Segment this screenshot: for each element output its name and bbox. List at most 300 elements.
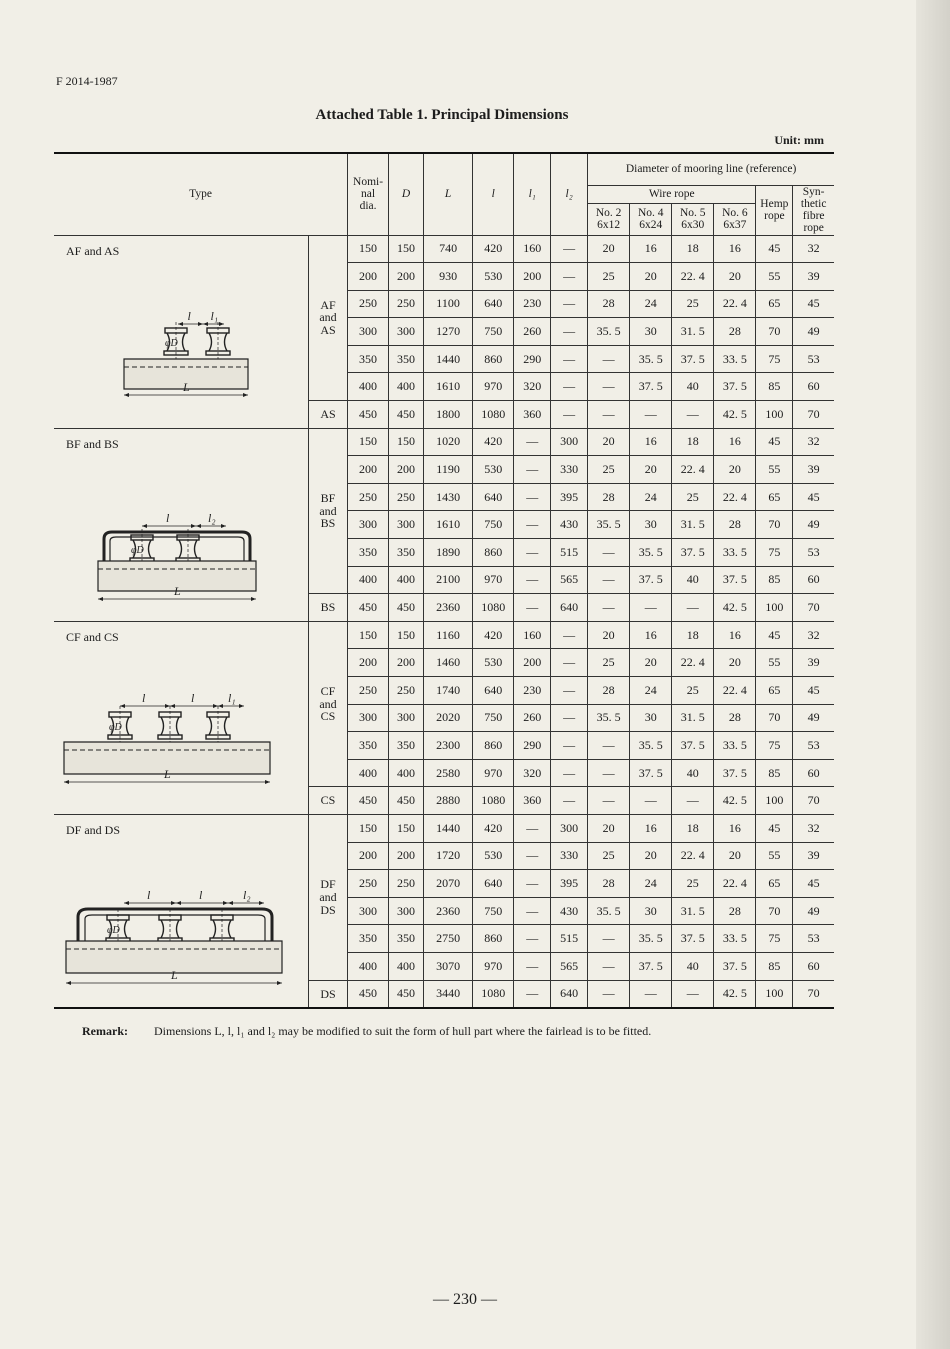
table-cell: 150: [348, 235, 389, 263]
table-cell: 70: [793, 401, 834, 429]
table-cell: 22. 4: [714, 483, 756, 511]
table-cell: 35. 5: [630, 345, 672, 373]
af-as-fairlead-sketch: [58, 266, 290, 420]
table-cell: 300: [389, 511, 424, 539]
svg-text:φD: φD: [107, 924, 120, 936]
table-cell: —: [588, 952, 630, 980]
table-cell: 1080: [473, 594, 514, 622]
table-cell: 1020: [423, 428, 472, 456]
table-cell: 530: [473, 649, 514, 677]
table-cell: 450: [389, 980, 424, 1008]
table-cell: 350: [389, 345, 424, 373]
table-cell: 70: [756, 511, 793, 539]
table-cell: 55: [756, 456, 793, 484]
table-cell: 24: [630, 483, 672, 511]
table-cell: 200: [389, 649, 424, 677]
table-cell: 515: [551, 925, 588, 953]
svg-text:l: l: [199, 887, 203, 902]
table-cell: 31. 5: [672, 511, 714, 539]
table-cell: 300: [348, 511, 389, 539]
group-label: AF and AS: [309, 235, 348, 401]
type-label: DF and DS: [66, 822, 121, 837]
table-cell: 32: [793, 235, 834, 263]
table-cell: 400: [389, 373, 424, 401]
remark-label: Remark:: [82, 1024, 128, 1038]
table-cell: 565: [551, 952, 588, 980]
table-cell: 40: [672, 952, 714, 980]
table-cell: 33. 5: [714, 539, 756, 567]
table-cell: 395: [551, 870, 588, 898]
table-cell: 22. 4: [714, 677, 756, 705]
table-cell: —: [551, 787, 588, 815]
table-cell: 42. 5: [714, 594, 756, 622]
table-cell: 350: [348, 539, 389, 567]
table-cell: 200: [348, 456, 389, 484]
table-cell: 395: [551, 483, 588, 511]
table-cell: 60: [793, 566, 834, 594]
table-cell: 750: [473, 318, 514, 346]
table-cell: —: [630, 401, 672, 429]
table-cell: 22. 4: [672, 263, 714, 291]
page-number: — 230 —: [433, 1291, 497, 1308]
table-cell: 28: [588, 290, 630, 318]
table-cell: 160: [514, 235, 551, 263]
table-cell: 400: [389, 952, 424, 980]
table-cell: 75: [756, 539, 793, 567]
table-cell: 28: [714, 897, 756, 925]
table-cell: 22. 4: [672, 842, 714, 870]
table-cell: 28: [588, 483, 630, 511]
svg-text:φD: φD: [109, 721, 122, 733]
table-cell: —: [551, 677, 588, 705]
table-cell: —: [514, 428, 551, 456]
svg-text:l₂: l₂: [208, 510, 216, 525]
table-cell: 18: [672, 235, 714, 263]
table-cell: 16: [714, 814, 756, 842]
table-cell: 18: [672, 814, 714, 842]
table-cell: 25: [672, 290, 714, 318]
header-wire-no6: No. 6 6x37: [714, 203, 756, 235]
table-cell: 300: [389, 897, 424, 925]
table-cell: 20: [714, 263, 756, 291]
table-cell: 300: [551, 428, 588, 456]
table-cell: 100: [756, 787, 793, 815]
table-cell: —: [551, 263, 588, 291]
table-cell: 100: [756, 594, 793, 622]
table-cell: 400: [348, 759, 389, 787]
table-cell: 1080: [473, 980, 514, 1008]
table-cell: 860: [473, 925, 514, 953]
table-cell: 200: [389, 263, 424, 291]
table-cell: 260: [514, 704, 551, 732]
table-cell: —: [514, 511, 551, 539]
table-cell: 35. 5: [630, 925, 672, 953]
table-cell: 2020: [423, 704, 472, 732]
table-cell: 1720: [423, 842, 472, 870]
table-cell: 430: [551, 897, 588, 925]
document-number: F 2014-1987: [56, 74, 118, 88]
table-cell: 75: [756, 345, 793, 373]
table-cell: 360: [514, 787, 551, 815]
table-cell: —: [588, 594, 630, 622]
table-cell: 450: [389, 787, 424, 815]
table-cell: 200: [348, 842, 389, 870]
svg-text:φD: φD: [165, 337, 178, 349]
table-cell: —: [551, 732, 588, 760]
table-cell: 32: [793, 428, 834, 456]
table-cell: 22. 4: [714, 870, 756, 898]
table-cell: 25: [588, 456, 630, 484]
table-cell: 450: [348, 787, 389, 815]
header-D: D: [389, 153, 424, 235]
table-cell: 45: [756, 621, 793, 649]
table-cell: 28: [714, 318, 756, 346]
table-cell: 37. 5: [714, 566, 756, 594]
table-cell: 20: [714, 842, 756, 870]
table-cell: 30: [630, 704, 672, 732]
table-cell: 640: [473, 677, 514, 705]
table-cell: 37. 5: [630, 566, 672, 594]
table-cell: 3070: [423, 952, 472, 980]
table-cell: 300: [551, 814, 588, 842]
table-cell: 350: [348, 732, 389, 760]
table-cell: 740: [423, 235, 472, 263]
table-cell: 39: [793, 263, 834, 291]
type-cell: [54, 235, 309, 428]
svg-text:φD: φD: [131, 544, 144, 556]
table-cell: 150: [389, 235, 424, 263]
table-cell: 150: [389, 814, 424, 842]
table-cell: —: [551, 373, 588, 401]
table-cell: 320: [514, 759, 551, 787]
table-cell: 1440: [423, 345, 472, 373]
header-l: l: [473, 153, 514, 235]
table-cell: 45: [793, 677, 834, 705]
table-cell: 2300: [423, 732, 472, 760]
table-cell: 55: [756, 649, 793, 677]
table-cell: 20: [630, 842, 672, 870]
table-cell: 330: [551, 842, 588, 870]
table-cell: 28: [714, 704, 756, 732]
table-cell: —: [514, 456, 551, 484]
table-cell: 35. 5: [588, 704, 630, 732]
table-cell: 70: [756, 704, 793, 732]
table-cell: 200: [514, 649, 551, 677]
table-cell: 1080: [473, 401, 514, 429]
table-cell: 750: [473, 897, 514, 925]
table-cell: 640: [473, 870, 514, 898]
table-cell: 970: [473, 373, 514, 401]
table-cell: 1190: [423, 456, 472, 484]
table-row: [54, 428, 834, 456]
table-cell: 35. 5: [588, 318, 630, 346]
table-cell: 70: [793, 980, 834, 1008]
table-cell: 970: [473, 952, 514, 980]
header-hemp-rope: Hemp rope: [756, 185, 793, 235]
table-cell: 640: [473, 483, 514, 511]
group-label: AS: [309, 401, 348, 429]
table-cell: 39: [793, 842, 834, 870]
table-cell: —: [588, 759, 630, 787]
group-label: CF and CS: [309, 621, 348, 787]
table-cell: —: [514, 539, 551, 567]
type-cell: [54, 621, 309, 814]
table-cell: 65: [756, 870, 793, 898]
table-cell: 2880: [423, 787, 472, 815]
table-cell: 24: [630, 677, 672, 705]
table-cell: 33. 5: [714, 925, 756, 953]
unit-label: Unit: mm: [774, 133, 824, 147]
table-cell: 1100: [423, 290, 472, 318]
table-cell: 565: [551, 566, 588, 594]
table-cell: 1610: [423, 373, 472, 401]
table-cell: —: [551, 318, 588, 346]
table-cell: 970: [473, 566, 514, 594]
table-cell: 22. 4: [672, 456, 714, 484]
group-label: BS: [309, 594, 348, 622]
header-l2: l₂: [551, 153, 588, 235]
table-cell: 1800: [423, 401, 472, 429]
table-cell: 18: [672, 428, 714, 456]
table-cell: 230: [514, 677, 551, 705]
table-cell: 75: [756, 732, 793, 760]
table-cell: 22. 4: [672, 649, 714, 677]
table-cell: 250: [348, 483, 389, 511]
table-cell: —: [514, 483, 551, 511]
principal-dimensions-table: [54, 152, 834, 1009]
table-cell: 450: [348, 401, 389, 429]
table-cell: 200: [389, 842, 424, 870]
table-cell: 16: [630, 428, 672, 456]
table-cell: 970: [473, 759, 514, 787]
table-cell: —: [514, 925, 551, 953]
svg-text:l₂: l₂: [243, 887, 251, 902]
table-cell: —: [672, 980, 714, 1008]
table-cell: 400: [389, 759, 424, 787]
df-ds-fairlead-sketch: [58, 845, 290, 999]
table-cell: 85: [756, 373, 793, 401]
table-cell: 300: [348, 318, 389, 346]
table-cell: 450: [389, 594, 424, 622]
table-cell: 300: [348, 704, 389, 732]
table-cell: 16: [714, 621, 756, 649]
table-cell: 55: [756, 842, 793, 870]
table-cell: 42. 5: [714, 787, 756, 815]
table-cell: 1440: [423, 814, 472, 842]
table-cell: 20: [630, 263, 672, 291]
table-cell: 35. 5: [588, 897, 630, 925]
table-cell: 1890: [423, 539, 472, 567]
table-cell: 200: [389, 456, 424, 484]
table-cell: 20: [714, 649, 756, 677]
table-cell: 530: [473, 456, 514, 484]
table-cell: 40: [672, 566, 714, 594]
svg-text:l: l: [166, 510, 170, 525]
table-cell: 33. 5: [714, 345, 756, 373]
table-cell: 350: [389, 925, 424, 953]
table-cell: 40: [672, 373, 714, 401]
table-cell: 100: [756, 980, 793, 1008]
table-cell: —: [551, 345, 588, 373]
table-cell: 53: [793, 539, 834, 567]
table-cell: 65: [756, 483, 793, 511]
table-cell: 60: [793, 373, 834, 401]
table-cell: 42. 5: [714, 401, 756, 429]
table-cell: 860: [473, 539, 514, 567]
table-cell: 640: [551, 594, 588, 622]
table-cell: 16: [630, 621, 672, 649]
table-cell: 60: [793, 952, 834, 980]
table-cell: 25: [588, 842, 630, 870]
table-cell: 22. 4: [714, 290, 756, 318]
table-cell: 350: [389, 732, 424, 760]
table-cell: 150: [389, 428, 424, 456]
table-title: Attached Table 1. Principal Dimensions: [315, 107, 569, 123]
table-cell: 45: [793, 870, 834, 898]
table-cell: —: [588, 787, 630, 815]
table-cell: 640: [551, 980, 588, 1008]
table-cell: 37. 5: [672, 732, 714, 760]
table-cell: 70: [793, 787, 834, 815]
table-cell: 70: [793, 594, 834, 622]
table-cell: 330: [551, 456, 588, 484]
svg-text:L: L: [171, 967, 178, 982]
table-cell: 37. 5: [672, 539, 714, 567]
table-cell: 20: [588, 235, 630, 263]
table-cell: 400: [348, 566, 389, 594]
table-cell: —: [551, 235, 588, 263]
table-cell: 16: [714, 235, 756, 263]
table-cell: 32: [793, 621, 834, 649]
table-cell: —: [551, 704, 588, 732]
table-row: [54, 814, 834, 842]
table-cell: 70: [756, 897, 793, 925]
header-l1: l₁: [514, 153, 551, 235]
svg-text:l: l: [187, 308, 191, 323]
table-cell: 2100: [423, 566, 472, 594]
table-cell: 37. 5: [714, 373, 756, 401]
table-cell: 39: [793, 649, 834, 677]
type-label: AF and AS: [66, 243, 120, 258]
table-cell: 250: [389, 290, 424, 318]
svg-text:l: l: [142, 690, 146, 705]
table-cell: 75: [756, 925, 793, 953]
table-cell: 300: [348, 897, 389, 925]
table-cell: 31. 5: [672, 897, 714, 925]
svg-text:l: l: [191, 690, 195, 705]
table-cell: 45: [793, 290, 834, 318]
table-cell: 290: [514, 345, 551, 373]
type-label: CF and CS: [66, 629, 119, 644]
table-cell: 300: [389, 704, 424, 732]
table-cell: 200: [348, 649, 389, 677]
table-cell: 35. 5: [630, 732, 672, 760]
table-cell: 25: [672, 677, 714, 705]
table-cell: 37. 5: [630, 373, 672, 401]
table-cell: 1160: [423, 621, 472, 649]
table-cell: 150: [348, 621, 389, 649]
cf-cs-fairlead-sketch: [58, 652, 290, 806]
table-cell: 2360: [423, 897, 472, 925]
table-cell: 20: [714, 456, 756, 484]
svg-text:l₁: l₁: [228, 690, 236, 705]
table-cell: —: [514, 814, 551, 842]
table-cell: 20: [630, 456, 672, 484]
table-cell: —: [551, 621, 588, 649]
table-cell: 2360: [423, 594, 472, 622]
table-cell: 49: [793, 704, 834, 732]
table-cell: 45: [793, 483, 834, 511]
table-cell: 24: [630, 290, 672, 318]
table-cell: 16: [630, 235, 672, 263]
table-cell: 250: [348, 870, 389, 898]
table-cell: —: [588, 566, 630, 594]
table-cell: 31. 5: [672, 318, 714, 346]
table-cell: 1430: [423, 483, 472, 511]
svg-text:L: L: [183, 379, 190, 394]
table-cell: 37. 5: [672, 345, 714, 373]
remark: [82, 1024, 651, 1039]
table-cell: —: [514, 594, 551, 622]
header-wire-no5: No. 5 6x30: [672, 203, 714, 235]
table-cell: 420: [473, 814, 514, 842]
table-cell: 200: [514, 263, 551, 291]
table-cell: 53: [793, 345, 834, 373]
table-cell: 150: [348, 814, 389, 842]
table-cell: 260: [514, 318, 551, 346]
type-cell: [54, 814, 309, 1008]
table-cell: 30: [630, 511, 672, 539]
table-cell: 430: [551, 511, 588, 539]
svg-text:l₁: l₁: [210, 308, 219, 323]
table-cell: 1740: [423, 677, 472, 705]
table-cell: 20: [588, 621, 630, 649]
table-cell: 1270: [423, 318, 472, 346]
table-cell: 350: [348, 925, 389, 953]
table-cell: 39: [793, 456, 834, 484]
table-cell: 65: [756, 290, 793, 318]
table-cell: —: [588, 925, 630, 953]
remark-text: Dimensions L, l, l₁ and l₂ may be modified to suit the form of hull part where the fairlead is to be fitted.: [153, 1024, 652, 1038]
table-cell: 85: [756, 566, 793, 594]
table-cell: 860: [473, 732, 514, 760]
table-cell: 400: [348, 952, 389, 980]
table-cell: 530: [473, 263, 514, 291]
table-cell: 28: [588, 870, 630, 898]
table-cell: 2750: [423, 925, 472, 953]
table-cell: —: [514, 870, 551, 898]
table-cell: 70: [756, 318, 793, 346]
table-cell: 320: [514, 373, 551, 401]
header-synthetic-fibre-rope: Syn- thetic fibre rope: [793, 185, 834, 235]
table-cell: 420: [473, 621, 514, 649]
table-cell: —: [514, 980, 551, 1008]
svg-text:l: l: [147, 887, 151, 902]
table-cell: 45: [756, 814, 793, 842]
table-cell: 49: [793, 511, 834, 539]
table-cell: 20: [588, 814, 630, 842]
table-cell: —: [588, 539, 630, 567]
table-cell: —: [630, 787, 672, 815]
table-cell: 450: [348, 594, 389, 622]
table-cell: 49: [793, 897, 834, 925]
table-cell: —: [514, 897, 551, 925]
table-cell: 28: [588, 677, 630, 705]
table-cell: 250: [389, 483, 424, 511]
type-label: BF and BS: [66, 436, 119, 451]
table-cell: —: [551, 290, 588, 318]
table-cell: 37. 5: [630, 759, 672, 787]
